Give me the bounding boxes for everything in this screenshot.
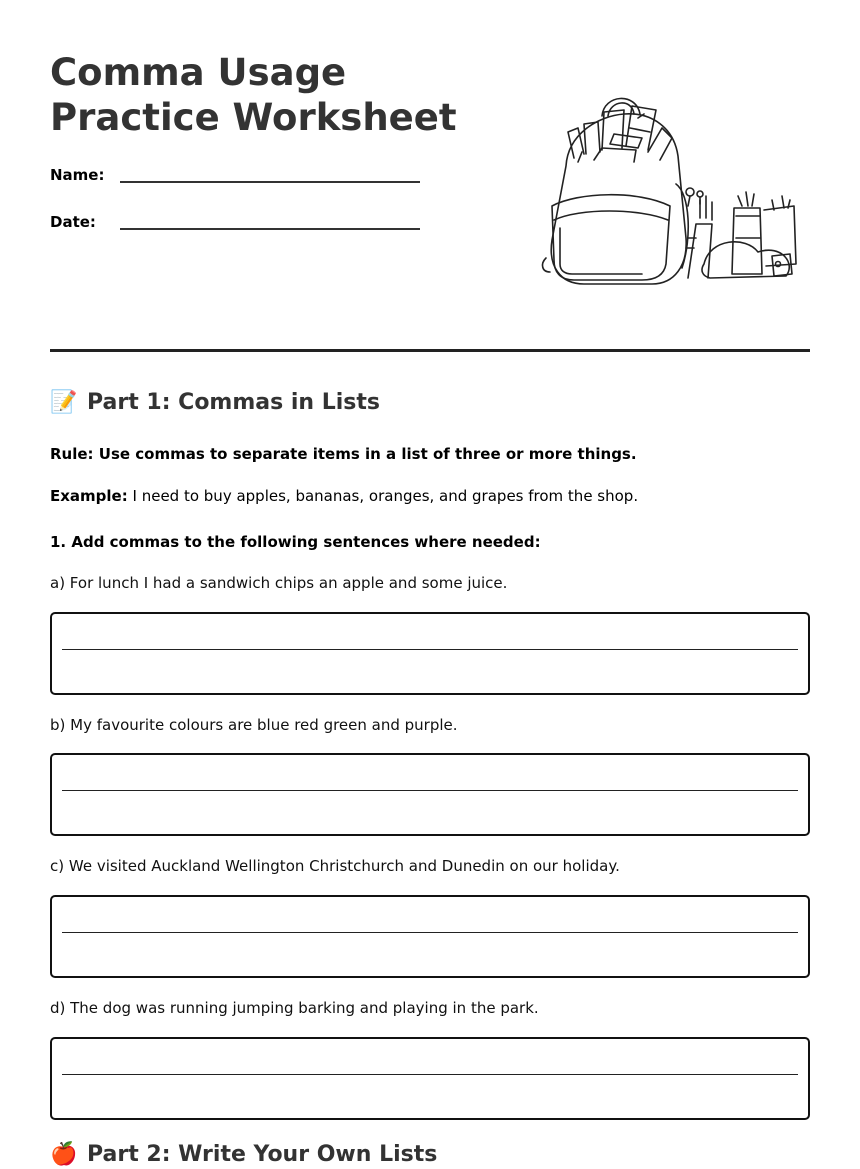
answer-line [62,932,798,933]
answer-box-c[interactable] [50,895,810,978]
example-label: Example: [50,487,128,505]
answer-box-d[interactable] [50,1037,810,1120]
part2-heading [50,1141,437,1169]
name-field[interactable] [50,166,430,196]
part1-heading [50,389,380,417]
example-text [50,486,638,506]
answer-line [62,790,798,791]
question-d: d) The dog was running jumping barking and playing in the park. [50,999,539,1017]
header-divider [50,349,810,352]
part1-heading-text: Part 1: Commas in Lists [87,390,381,415]
question-c: c) We visited Auckland Wellington Christchurch and Dunedin on our holiday. [50,857,620,875]
date-label: Date: [50,213,96,231]
apple-icon: 🍎 [50,1142,78,1167]
question-b: b) My favourite colours are blue red green and purple. [50,716,458,734]
answer-line [62,649,798,650]
backpack-with-school-supplies-icon [538,88,800,288]
answer-box-a[interactable] [50,612,810,695]
rule-text: Rule: Use commas to separate items in a list of three or more things. [50,445,637,463]
name-label: Name: [50,166,105,184]
memo-icon: 📝 [50,390,78,415]
name-line[interactable] [120,181,420,183]
example-sentence: I need to buy apples, bananas, oranges, and grapes from the shop. [132,487,639,505]
date-field[interactable] [50,213,430,243]
answer-box-b[interactable] [50,753,810,836]
question-a: a) For lunch I had a sandwich chips an apple and some juice. [50,574,508,592]
instruction-text: 1. Add commas to the following sentences where needed: [50,533,541,551]
page-title: Comma Usage Practice Worksheet [50,51,457,139]
answer-line [62,1074,798,1075]
part2-heading-text: Part 2: Write Your Own Lists [87,1142,438,1167]
date-line[interactable] [120,228,420,230]
